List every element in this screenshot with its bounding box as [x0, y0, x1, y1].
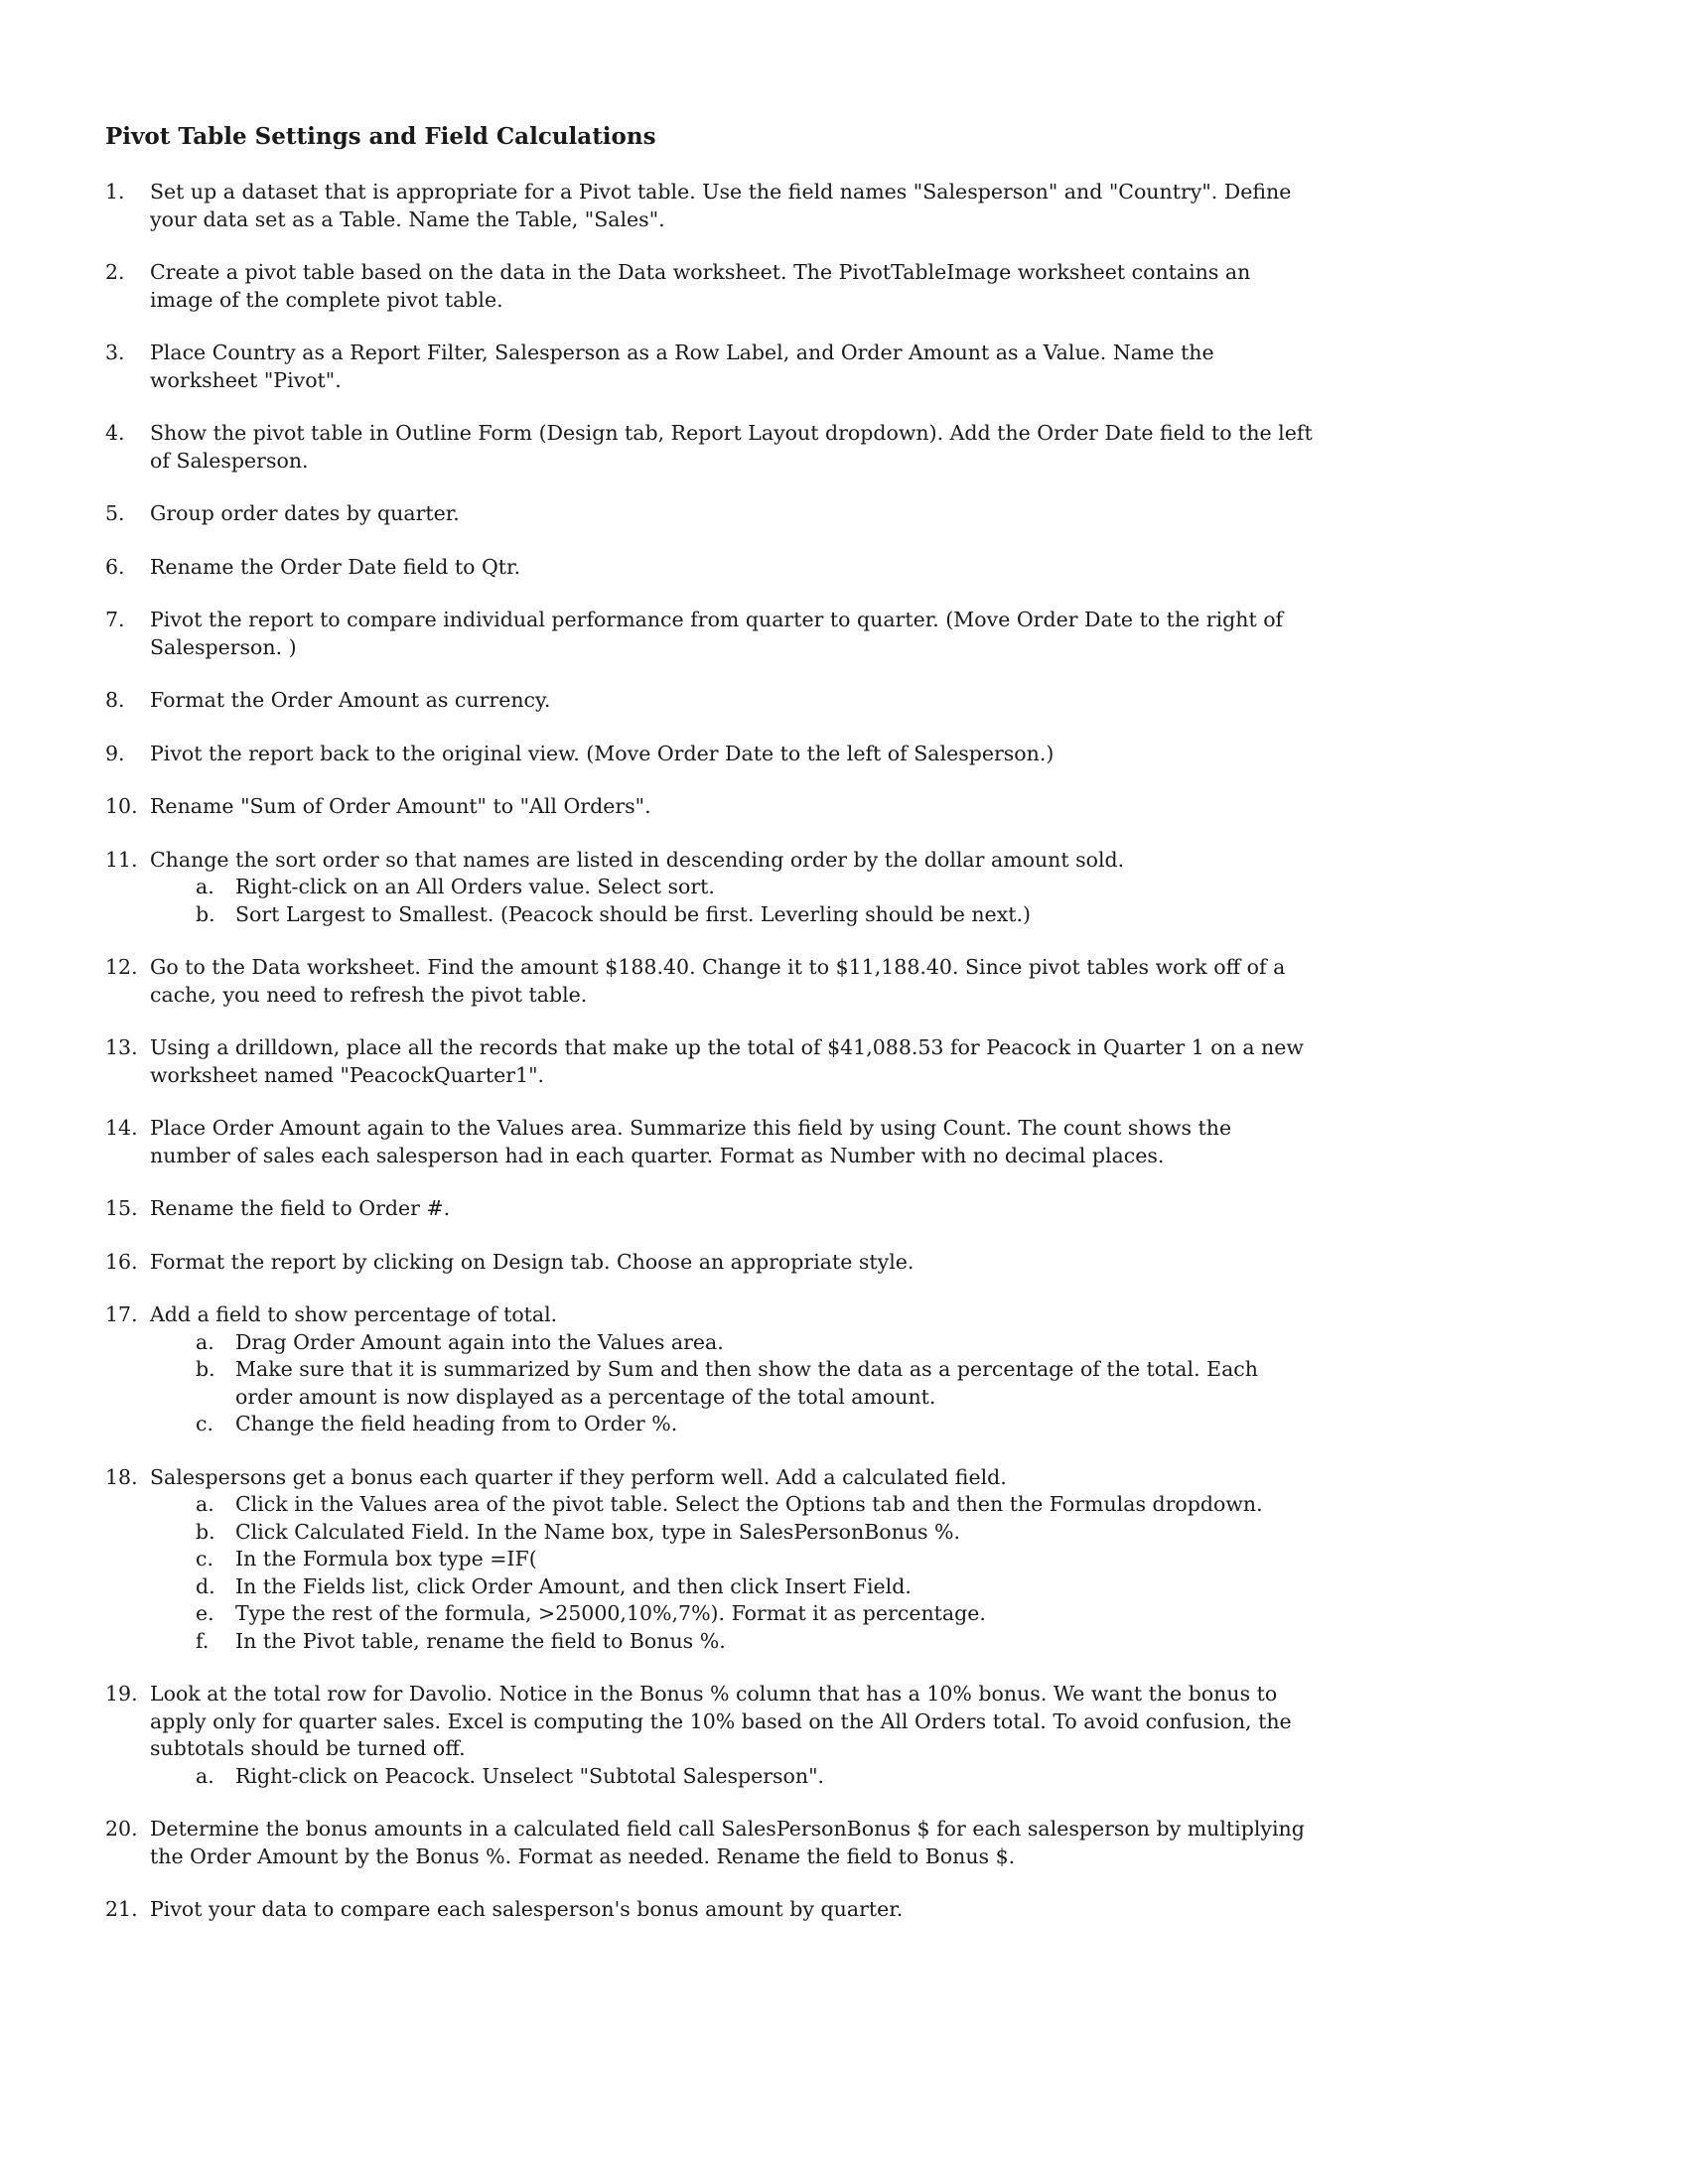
step-number: 14.: [105, 1116, 138, 1140]
step-16: [105, 1249, 1317, 1277]
substep-letter: c.: [196, 1547, 213, 1570]
step-text: Rename "Sum of Order Amount" to "All Orders".: [150, 794, 651, 818]
document-title: Pivot Table Settings and Field Calculations: [105, 123, 656, 150]
substep-text: Right-click on an All Orders value. Select sort.: [235, 875, 715, 898]
step-text: Create a pivot table based on the data in the Data worksheet. The PivotTableImage worksheet contains an image of the complete pivot table.: [150, 260, 1251, 312]
substep-text: Drag Order Amount again into the Values area.: [235, 1329, 724, 1354]
step-14: [105, 1115, 1317, 1169]
substep-text: Sort Largest to Smallest. (Peacock should be first. Leverling should be next.): [235, 901, 1032, 926]
step-12: [105, 954, 1317, 1009]
step-text: Salespersons get a bonus each quarter if they perform well. Add a calculated field.: [150, 1464, 1007, 1489]
step-6: [105, 554, 1317, 582]
step-number: 21.: [105, 1897, 138, 1921]
substep-list: [150, 1329, 1317, 1438]
substep: [150, 1491, 1317, 1519]
step-number: 3.: [105, 341, 125, 364]
step-18: [105, 1464, 1317, 1656]
step-number: 1.: [105, 180, 125, 204]
step-text: Determine the bonus amounts in a calculated field call SalesPersonBonus $ for each salesperson by multiplying the Order Amount by the Bonus %. Format as needed. Rename the field to Bonus $.: [150, 1817, 1305, 1868]
step-number: 10.: [105, 794, 138, 818]
step-number: 9.: [105, 741, 125, 765]
document-page: [105, 121, 1317, 1950]
step-number: 17.: [105, 1302, 138, 1326]
substep: [150, 901, 1317, 929]
substep-text: In the Formula box type =IF(: [235, 1547, 537, 1570]
substep-letter: b.: [196, 1357, 215, 1381]
step-1: [105, 179, 1317, 233]
step-text: Pivot your data to compare each salesperson's bonus amount by quarter.: [150, 1897, 904, 1921]
substep: [150, 1329, 1317, 1357]
substep-list: [150, 1763, 1317, 1791]
substep-text: Right-click on Peacock. Unselect "Subtotal Salesperson".: [235, 1763, 825, 1788]
substep: [150, 1600, 1317, 1628]
step-number: 20.: [105, 1817, 138, 1841]
substep: [150, 1573, 1317, 1601]
step-5: [105, 500, 1317, 528]
substep: [150, 1628, 1317, 1656]
substep-list: [150, 1491, 1317, 1655]
step-11: [105, 847, 1317, 929]
step-text: Place Order Amount again to the Values area. Summarize this field by using Count. The count shows the number of sales each salesperson had in each quarter. Format as Number with no decimal places.: [150, 1116, 1232, 1167]
step-text: Format the report by clicking on Design tab. Choose an appropriate style.: [150, 1249, 914, 1274]
substep-text: Click Calculated Field. In the Name box, type in SalesPersonBonus %.: [235, 1519, 961, 1544]
step-text: Set up a dataset that is appropriate for a Pivot table. Use the field names "Salesperson" and "Country". Define your data set as a Table. Name the Table, "Sales".: [150, 180, 1292, 231]
substep: [150, 1519, 1317, 1547]
step-text: Rename the field to Order #.: [150, 1196, 451, 1220]
substep-letter: b.: [196, 1519, 215, 1544]
step-text: Place Country as a Report Filter, Salesperson as a Row Label, and Order Amount as a Value. Name the worksheet "Pivot".: [150, 341, 1214, 392]
step-text: Look at the total row for Davolio. Notice in the Bonus % column that has a 10% bonus. We want the bonus to apply only for quarter sales. Excel is computing the 10% based on the All Orders total. To avoid confusion, the subtotals should be turned off.: [150, 1682, 1292, 1760]
step-7: [105, 607, 1317, 661]
step-number: 15.: [105, 1196, 138, 1220]
step-number: 4.: [105, 421, 125, 445]
substep-letter: a.: [196, 1329, 214, 1354]
substep-text: Click in the Values area of the pivot table. Select the Options tab and then the Formulas dropdown.: [235, 1492, 1263, 1516]
step-8: [105, 687, 1317, 715]
step-number: 16.: [105, 1249, 138, 1274]
substep: [150, 874, 1317, 901]
step-20: [105, 1816, 1317, 1870]
step-number: 12.: [105, 955, 138, 979]
step-number: 11.: [105, 847, 138, 872]
step-21: [105, 1896, 1317, 1924]
step-9: [105, 741, 1317, 768]
step-text: Group order dates by quarter.: [150, 501, 460, 525]
step-number: 2.: [105, 260, 125, 284]
substep-letter: d.: [196, 1573, 215, 1598]
step-number: 6.: [105, 554, 125, 579]
substep-letter: b.: [196, 901, 215, 926]
step-number: 5.: [105, 501, 125, 525]
step-text: Add a field to show percentage of total.: [150, 1302, 558, 1326]
step-number: 19.: [105, 1682, 138, 1706]
step-text: Pivot the report back to the original view. (Move Order Date to the left of Salesperson.): [150, 741, 1055, 765]
step-3: [105, 340, 1317, 394]
substep-text: In the Fields list, click Order Amount, and then click Insert Field.: [235, 1573, 912, 1598]
step-13: [105, 1034, 1317, 1089]
substep-text: Make sure that it is summarized by Sum and then show the data as a percentage of the total. Each order amount is now displayed as a percentage of the total amount.: [235, 1357, 1258, 1409]
substep-letter: a.: [196, 1763, 214, 1788]
step-17: [105, 1301, 1317, 1438]
substep-letter: f.: [196, 1628, 210, 1653]
step-number: 7.: [105, 608, 125, 631]
substep: [150, 1356, 1317, 1411]
step-text: Pivot the report to compare individual performance from quarter to quarter. (Move Order Date to the right of Salesperson. ): [150, 608, 1284, 659]
step-15: [105, 1195, 1317, 1223]
step-number: 13.: [105, 1035, 138, 1059]
substep-text: In the Pivot table, rename the field to Bonus %.: [235, 1628, 726, 1653]
step-number: 8.: [105, 688, 125, 712]
step-text: Change the sort order so that names are listed in descending order by the dollar amount sold.: [150, 847, 1125, 872]
step-2: [105, 259, 1317, 314]
step-number: 18.: [105, 1464, 138, 1489]
substep-letter: a.: [196, 1492, 214, 1516]
substep-text: Change the field heading from to Order %.: [235, 1412, 678, 1435]
substep-list: [150, 874, 1317, 928]
substep: [150, 1763, 1317, 1791]
substep-text: Type the rest of the formula, >25000,10%,7%). Format it as percentage.: [235, 1601, 986, 1625]
step-text: Using a drilldown, place all the records that make up the total of $41,088.53 for Peacock in Quarter 1 on a new worksheet named "PeacockQuarter1".: [150, 1035, 1304, 1087]
substep-letter: c.: [196, 1412, 213, 1435]
substep-letter: e.: [196, 1601, 214, 1625]
step-19: [105, 1681, 1317, 1790]
step-text: Go to the Data worksheet. Find the amount $188.40. Change it to $11,188.40. Since pivot tables work off of a cache, you need to refresh the pivot table.: [150, 955, 1286, 1007]
step-text: Format the Order Amount as currency.: [150, 688, 551, 712]
step-10: [105, 793, 1317, 821]
substep: [150, 1411, 1317, 1438]
step-text: Rename the Order Date field to Qtr.: [150, 554, 521, 579]
substep: [150, 1546, 1317, 1573]
step-text: Show the pivot table in Outline Form (Design tab, Report Layout dropdown). Add the Order Date field to the left of Salesperson.: [150, 421, 1313, 473]
substep-letter: a.: [196, 875, 214, 898]
instruction-list: [105, 179, 1317, 1924]
step-4: [105, 420, 1317, 475]
